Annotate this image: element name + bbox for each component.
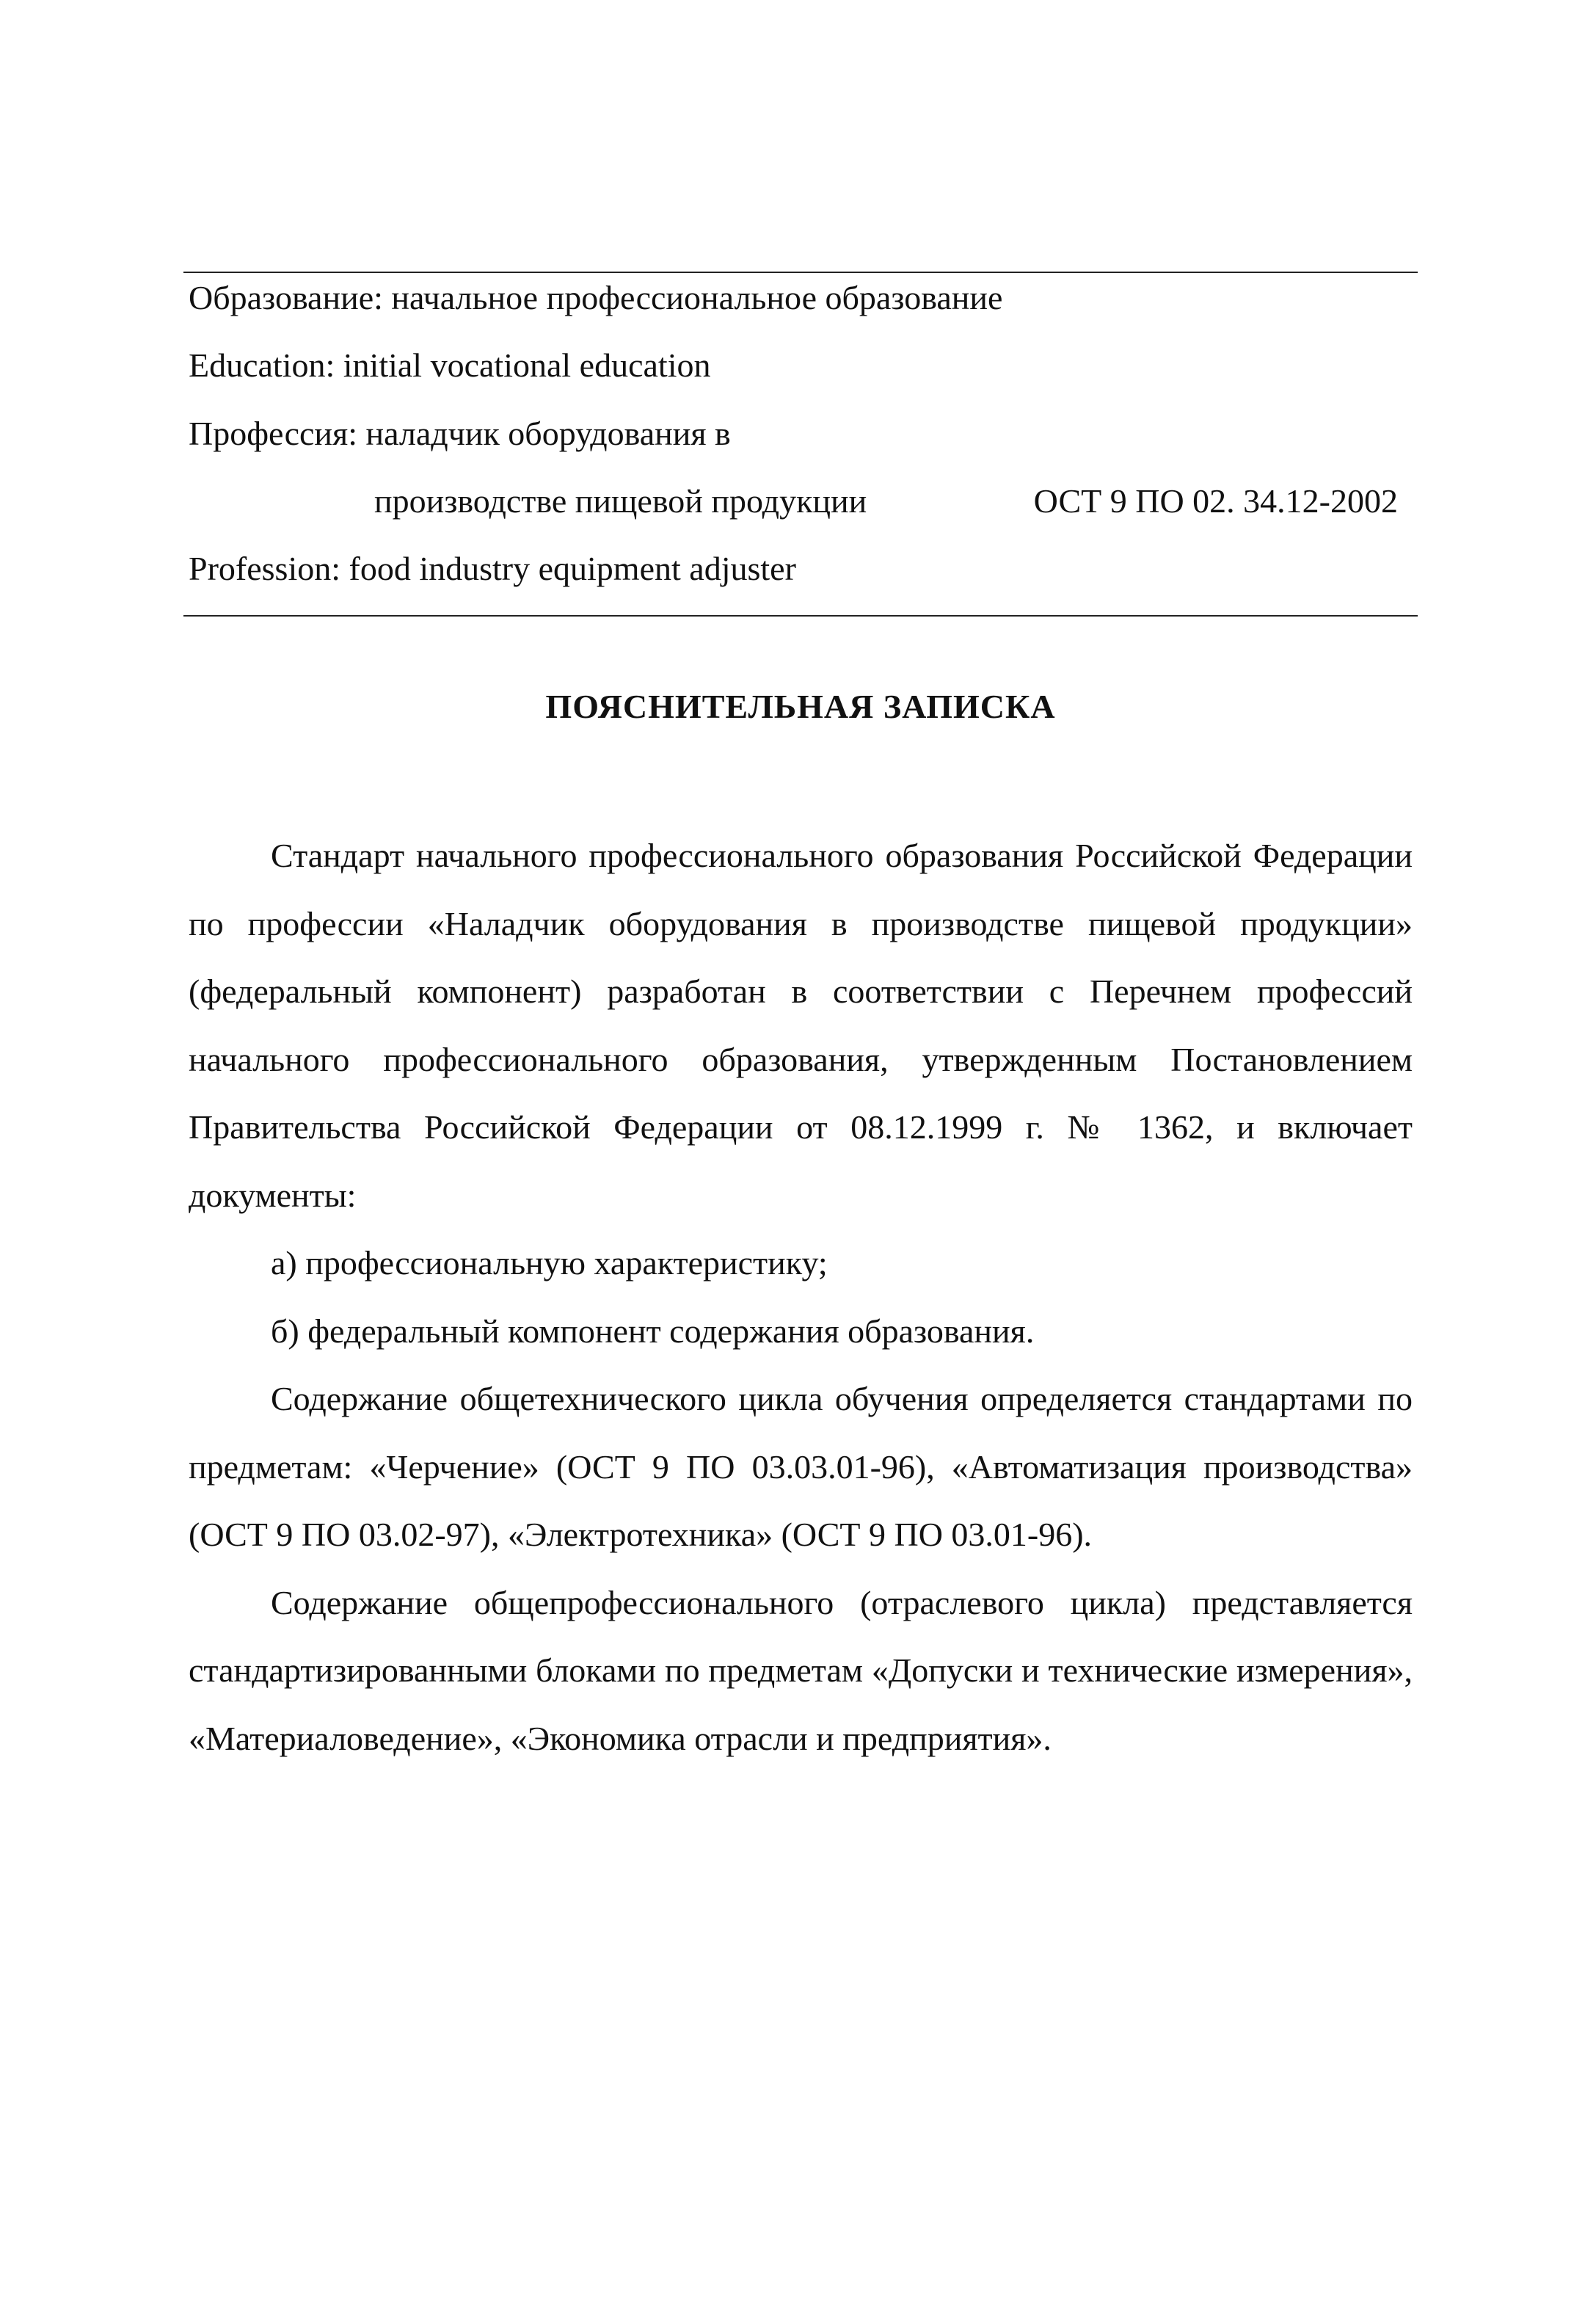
standard-code: ОСТ 9 ПО 02. 34.12-2002 (1033, 482, 1398, 520)
list-item-a: а) профессиональную характеристику; (271, 1244, 828, 1282)
document-title: ПОЯСНИТЕЛЬНАЯ ЗАПИСКА (545, 688, 1056, 725)
profession-en-line: Profession: food industry equipment adjuster (189, 550, 796, 587)
education-ru-line: Образование: начальное профессиональное образование (189, 279, 1003, 316)
general-technical-paragraph: Содержание общетехнического цикла обучения определяется стандартами по предметам: «Черчение» (ОСТ 9 ПО 03.03.01-96), «Автоматизация производства» (ОСТ 9 ПО 03.02-97), «Электротехника» (ОСТ 9 ПО 03.01-96). (189, 1380, 1413, 1553)
general-professional-paragraph: Содержание общепрофессионального (отраслевого цикла) представляется стандартизированными блоками по предметам «Допуски и технические измерения», «Материаловедение», «Экономика отрасли и предприятия». (189, 1583, 1413, 1757)
header-top-rule (183, 272, 1418, 273)
intro-paragraph: Стандарт начального профессионального образования Российской Федерации по профессии «Наладчик оборудования в производстве пищевой продукции» (федеральный компонент) разработан в соответствии с Перечнем профессий начального профессионального образования, утвержденным Постановлением Правительства Российской Федерации от 08.12.1999 г. № 1362, и включает документы: (189, 837, 1413, 1214)
education-en-line: Education: initial vocational education (189, 346, 711, 384)
profession-ru-line-1: Профессия: наладчик оборудования в (189, 415, 731, 452)
list-item-b: б) федеральный компонент содержания образования. (271, 1312, 1035, 1350)
profession-ru-line-2: производстве пищевой продукции (374, 482, 867, 520)
header-bottom-rule (183, 615, 1418, 617)
explanatory-note-body (189, 822, 1413, 1773)
